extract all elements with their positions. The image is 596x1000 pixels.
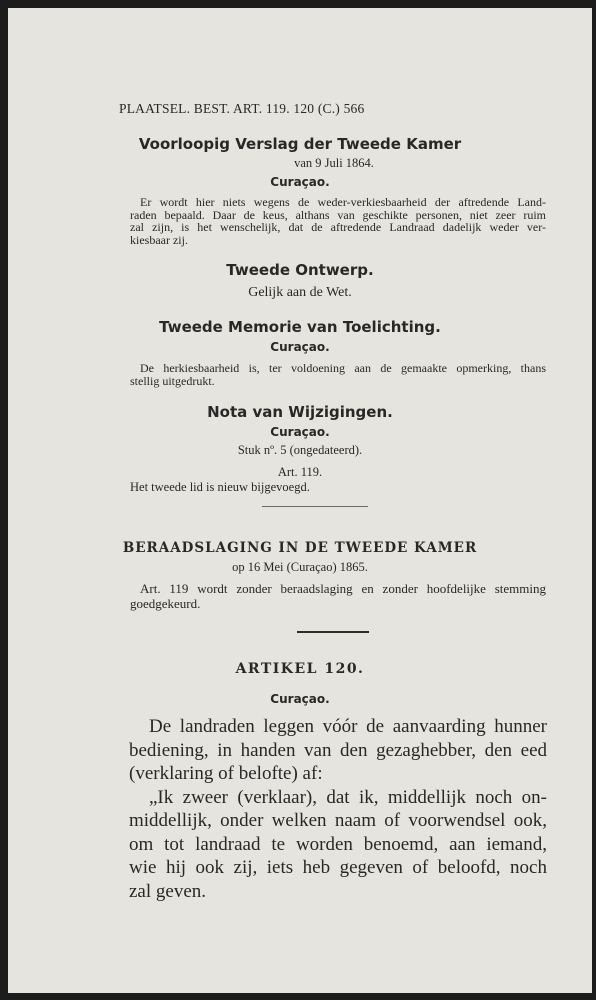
text-line: „Ik zweer (verklaar), dat ik, middellijk noch on- (149, 786, 547, 808)
text-line: Art. 119 wordt zonder beraadslaging en zonder hoofdelijke stemming (140, 581, 546, 596)
text-line: De landraden leggen vóór de aanvaarding hunner (149, 716, 547, 737)
text-line: kiesbaar zij. (130, 232, 188, 247)
article-body (129, 715, 547, 903)
text-line: bediening, in handen van den gezaghebber, den eed (129, 739, 547, 761)
article-title: ARTIKEL 120. (235, 661, 365, 677)
section-title-nota-van-wijzigingen: Nota van Wijzigingen. (207, 403, 393, 421)
heavy-divider (297, 631, 369, 633)
section-date: van 9 Juli 1864. (294, 156, 374, 170)
document-page (8, 8, 592, 993)
section-title-tweede-ontwerp: Tweede Ontwerp. (226, 261, 374, 279)
text-line: De herkiesbaarheid is, ter voldoening aan de gemaakte opmerking, thans (140, 361, 546, 375)
section-subtitle-curacao: Curaçao. (270, 175, 330, 189)
stuk-reference: Stuk nº. 5 (ongedateerd). (237, 443, 363, 457)
text-line: wie hij ook zij, iets heb gegeven of beloofd, noch (129, 857, 547, 878)
text-line: stellig uitgedrukt. (130, 373, 215, 388)
paragraph-memorie (130, 362, 546, 387)
text-line: (verklaring of belofte) af: (129, 763, 323, 784)
section-subtitle-curacao: Curaçao. (270, 692, 330, 706)
text-line: middellijk, onder welken naam of voorwendsel ook, (129, 810, 547, 831)
text-line: zal geven. (129, 880, 207, 902)
section-title-tweede-memorie: Tweede Memorie van Toelichting. (159, 318, 441, 336)
article-reference: Art. 119. (277, 465, 323, 479)
section-divider (262, 506, 368, 507)
paragraph-beraadslaging (130, 582, 546, 611)
section-subtitle-curacao: Curaçao. (270, 425, 330, 439)
text-line: goedgekeurd. (130, 595, 201, 611)
section-title-beraadslaging: BERAADSLAGING IN DE TWEEDE KAMER (122, 540, 478, 556)
text-line: raden bepaald. Daar de keus, althans van geschikte personen, niet zeer ruim (130, 207, 546, 222)
text-line: om tot landraad te worden benoemd, aan iemand, (129, 833, 547, 855)
section-date: op 16 Mei (Curaçao) 1865. (232, 560, 368, 574)
text-line: Er wordt hier niets wegens de weder-verkiesbaarheid der aftredende Land- (140, 195, 546, 209)
running-header: PLAATSEL. BEST. ART. 119. 120 (C.) 566 (119, 101, 365, 116)
section-text: Gelijk aan de Wet. (248, 285, 352, 300)
section-subtitle-curacao: Curaçao. (270, 340, 330, 354)
paragraph-verslag (130, 196, 546, 246)
section-text: Het tweede lid is nieuw bijgevoegd. (130, 480, 310, 494)
section-title-voorloopig-verslag: Voorloopig Verslag der Tweede Kamer (138, 135, 462, 153)
text-line: zal zijn, is het wenschelijk, dat de aftredende Landraad dadelijk weder ver- (130, 220, 546, 234)
